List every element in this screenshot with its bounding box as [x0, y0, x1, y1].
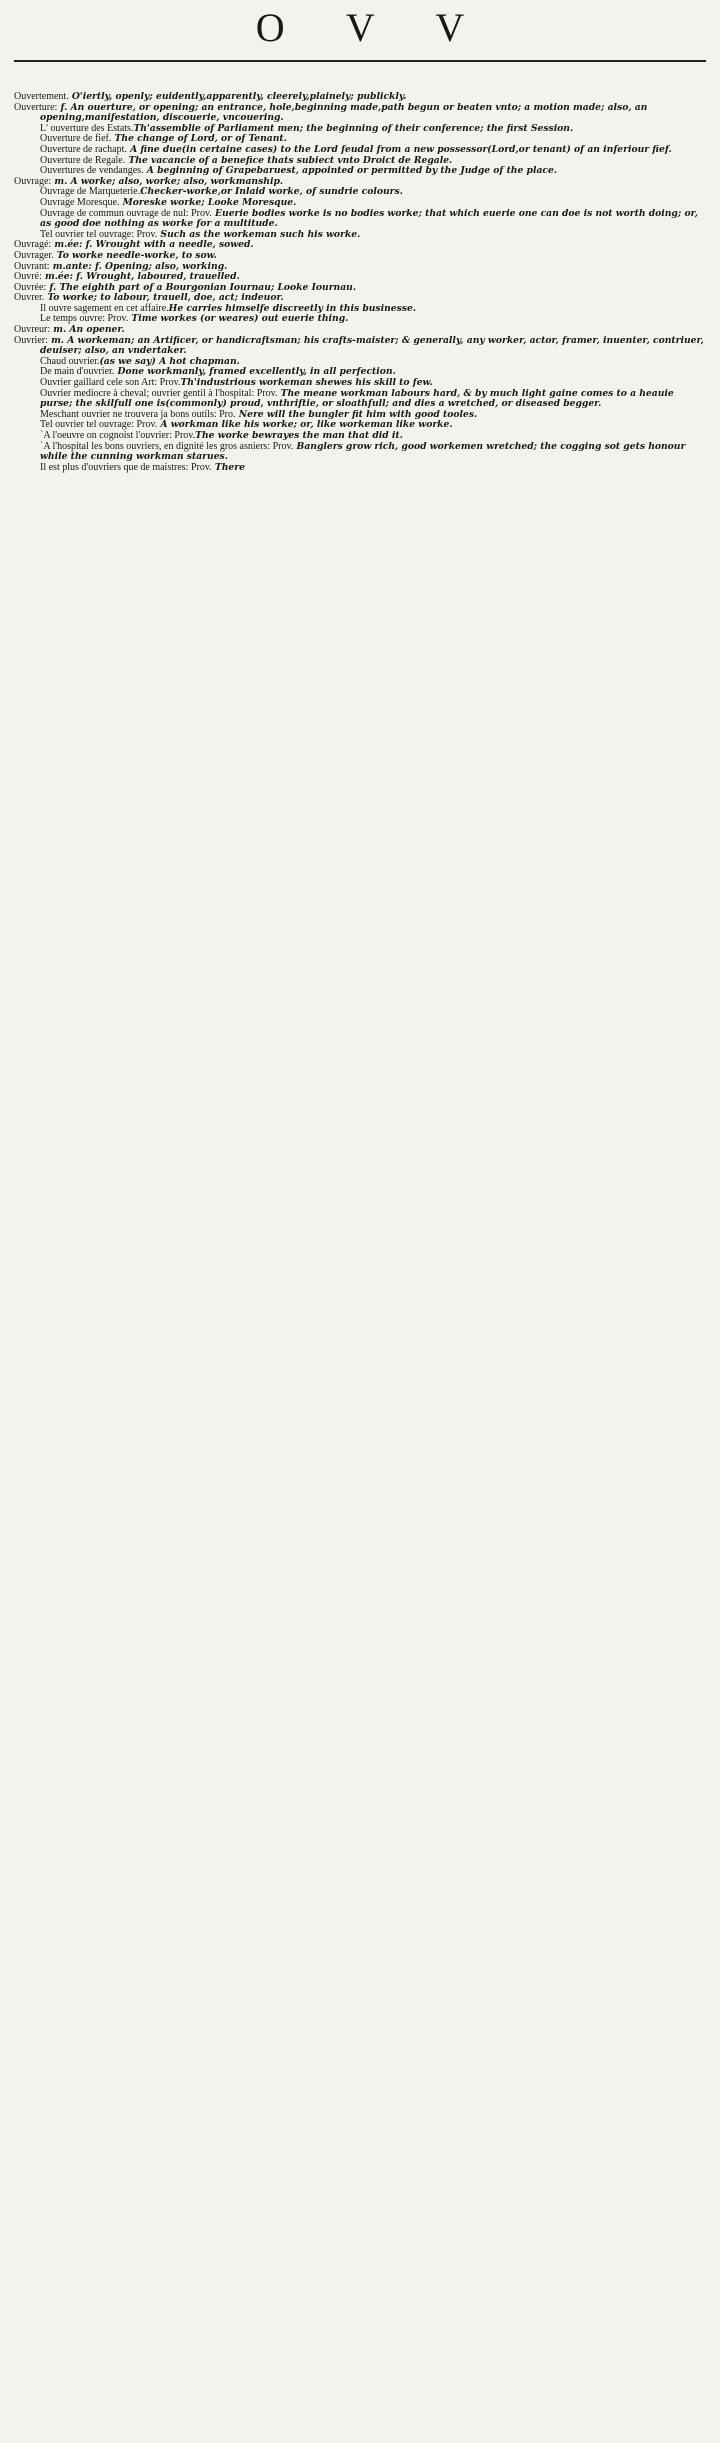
entry-headword: De main d'ouvrier. — [40, 366, 115, 378]
entry-definition: O'iertly, openly; euidently,apparently, cleerely,plainely; publickly. — [68, 91, 407, 102]
entry-headword: Ouvrage de Marqueterie. — [40, 186, 141, 198]
entry-headword: Ouverture de Regale. — [40, 154, 126, 166]
dictionary-entry — [14, 336, 706, 357]
entry-definition: Such as the workeman such his worke. — [157, 228, 361, 240]
entry-headword: Ouvragé: — [14, 239, 52, 251]
entry-definition: A beginning of Grapebaruest, appointed or permitted by the Judge of the place. — [143, 165, 558, 177]
entry-headword: Ouvré: — [14, 271, 42, 283]
entry-headword: Ouvertement. — [14, 91, 69, 102]
entry-headword: Ouvertures de vendanges. — [40, 165, 144, 177]
entry-headword: Ouvrage: — [14, 175, 52, 187]
entry-headword: Ouvreur: — [14, 324, 51, 336]
entry-headword: Ouvrier gaillard cele son Art: Prov. — [40, 377, 181, 389]
entry-definition: The vacancie of a benefice thats subiect vnto Droict de Regale. — [125, 154, 453, 166]
entry-headword: Ouverture de rachapt. — [40, 143, 127, 155]
entry-headword: Ouverture: — [14, 101, 58, 113]
entry-definition: m.ée: f. Wrought with a needle, sowed. — [51, 239, 254, 251]
entry-definition: m. A worke; also, worke; also, workmanship. — [51, 175, 284, 187]
dictionary-entry — [14, 103, 706, 124]
entry-headword: Meschant ouvrier ne trouvera ja bons outils: Pro. — [40, 408, 236, 420]
entry-headword: Ouvrée: — [14, 281, 47, 293]
entry-definition: Th'assemblie of Parliament men; the beginning of their conference; the first Session. — [133, 122, 574, 134]
entries-list — [14, 92, 706, 473]
entry-definition: Checker-worke,or Inlaid worke, of sundrie colours. — [140, 186, 403, 198]
entry-definition: f. The eighth part of a Bourgonian Iournau; Looke Iournau. — [46, 281, 357, 293]
entry-definition: The worke bewrayes the man that did it. — [195, 430, 403, 441]
entry-definition: m. An opener. — [50, 324, 125, 336]
entry-headword: Il ouvre sagement en cet affaire. — [40, 302, 169, 314]
entry-headword: `A l'oeuvre on cognoist l'ouvrier: Prov. — [40, 430, 196, 441]
entry-headword: Chaud ouvrier. — [40, 355, 100, 367]
entry-definition: To worke; to labour, trauell, doe, act; indeuor. — [44, 292, 284, 304]
entry-headword: L' ouverture des Estats. — [40, 122, 134, 134]
entry-headword: Tel ouvrier tel ouvrage: Prov. — [40, 419, 158, 431]
entry-headword: Ouvrier mediocre à cheval; ouvrier gentil à l'hospital: Prov. — [40, 387, 278, 399]
entry-headword: Ouverture de fief. — [40, 133, 112, 145]
dictionary-entry — [14, 463, 706, 474]
entry-headword: `A l'hospital les bons ouvriers, en dignité les gros asniers: Prov. — [40, 440, 294, 452]
entry-headword: Ouvrage Moresque. — [40, 196, 120, 208]
entry-definition: A fine due(in certaine cases) to the Lord feudal from a new possessor(Lord,or tenant) of an inferiour fief. — [126, 143, 672, 155]
entry-definition: Moreske worke; Looke Moresque. — [119, 196, 297, 208]
entry-definition: The meane workman labours hard, & by much light gaine comes to a heauie purse; the skilfull one is(commonly) proud, vnthriftie, or sloathfull; and dies a wretched, or diseased begger. — [40, 387, 674, 410]
entry-definition: The change of Lord, or of Tenant. — [111, 133, 287, 145]
entry-definition: m.ante: f. Opening; also, working. — [49, 260, 228, 272]
entry-definition: f. An ouerture, or opening; an entrance, hole,beginning made,path begun or beaten vnto; a motion made; also, an opening,manifestation, discouerie, vncouering. — [40, 101, 648, 124]
entry-definition: Euerie bodies worke is no bodies worke; that which euerie one can doe is not worth doing; or, as good doe nothing as worke for a multitude. — [40, 207, 698, 230]
entry-headword: Le temps ouvre: Prov. — [40, 313, 129, 325]
entry-definition: m. A workeman; an Artificer, or handicraftsman; his crafts-maister; & generally, any worker, actor, framer, inuenter, contriuer, deuiser; also, an vndertaker. — [40, 334, 704, 357]
entry-headword: Ouvrager. — [14, 249, 54, 261]
header-rule — [14, 60, 706, 62]
entry-definition: There — [211, 461, 245, 473]
dictionary-entry — [14, 389, 706, 410]
entry-definition: m.ée: f. Wrought, laboured, trauelled. — [41, 271, 240, 283]
entry-headword: Ouvrer. — [14, 292, 45, 304]
entry-headword: Il est plus d'ouvriers que de maistres: Prov. — [40, 461, 212, 473]
entry-definition: Time workes (or weares) out euerie thing. — [128, 313, 349, 325]
dictionary-entry — [14, 442, 706, 463]
entry-definition: Banglers grow rich, good workemen wretched; the cogging sot gets honour while the cunning workman starues. — [40, 440, 686, 463]
running-head: O V V — [255, 5, 491, 50]
entry-definition: He carries himselfe discreetly in this businesse. — [168, 302, 417, 314]
entry-definition: To worke needle-worke, to sow. — [53, 249, 217, 261]
entry-definition: A workman like his worke; or, like workeman like worke. — [157, 419, 453, 431]
entry-definition: Nere will the bungler fit him with good tooles. — [235, 408, 478, 420]
entry-headword: Tel ouvrier tel ouvrage: Prov. — [40, 228, 158, 240]
entry-headword: Ouvrier: — [14, 334, 48, 346]
entry-definition: Done workmanly, framed excellently, in all perfection. — [114, 366, 396, 378]
dictionary-entry — [14, 209, 706, 230]
entry-headword: Ouvrage de commun ouvrage de nul: Prov. — [40, 207, 212, 219]
entry-definition: (as we say) A hot chapman. — [99, 355, 240, 367]
entry-definition: Th'industrious workeman shewes his skill to few. — [180, 377, 433, 389]
entry-headword: Ouvrant: — [14, 260, 50, 272]
